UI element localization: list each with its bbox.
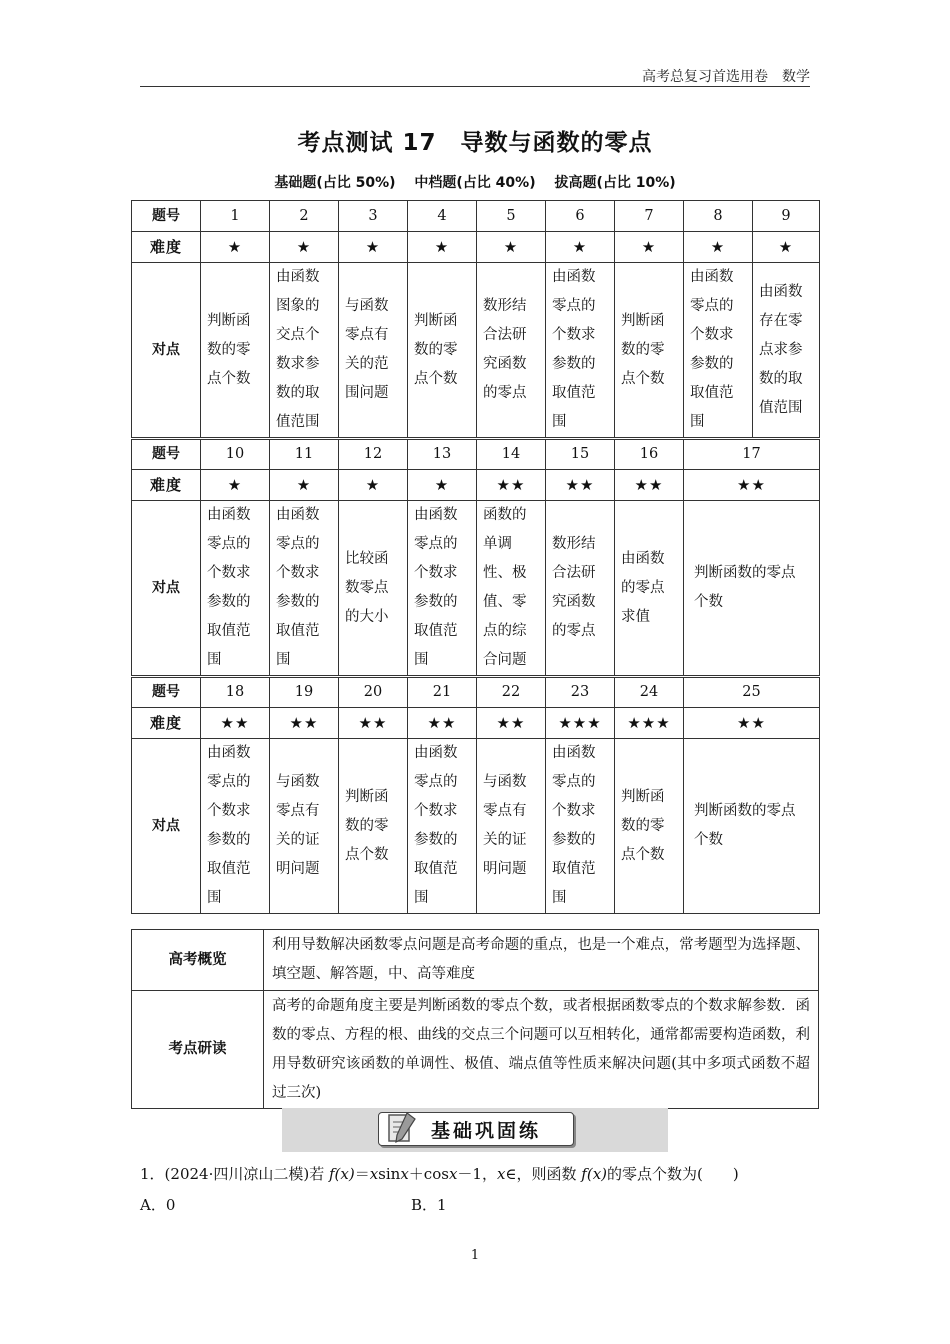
q-number: 5 (477, 201, 546, 232)
q-number: 13 (408, 439, 477, 470)
difficulty-ratio-line (0, 172, 950, 192)
star-rating: ★ (408, 470, 477, 501)
star-rating: ★★ (615, 470, 684, 501)
star-rating: ★★ (477, 708, 546, 739)
label-topic: 对点 (132, 501, 201, 677)
star-rating: ★ (270, 232, 339, 263)
q1-in: ∈，则函数 (505, 1165, 582, 1183)
q1-suffix: 的零点个数为( ) (607, 1165, 739, 1183)
topic-cell: 与函数零点有关的证明问题 (477, 739, 546, 914)
q-number: 23 (546, 677, 615, 708)
q1-cos: ＋cos (408, 1165, 449, 1183)
medium-ratio: 中档题(占比 40%) (414, 175, 536, 191)
label-difficulty: 难度 (132, 708, 201, 739)
label-number: 题号 (132, 677, 201, 708)
q-number: 8 (684, 201, 753, 232)
star-rating: ★★ (270, 708, 339, 739)
q1-sin: sin (378, 1165, 401, 1183)
star-rating: ★ (270, 470, 339, 501)
table-row-difficulty-1 (132, 232, 820, 263)
q-number: 21 (408, 677, 477, 708)
page-title: 考点测试 17 导数与函数的零点 (297, 130, 653, 156)
banner-box (378, 1112, 574, 1146)
star-rating: ★ (201, 232, 270, 263)
study-text: 高考的命题角度主要是判断函数的零点个数，或者根据函数零点的个数求解参数．函数的零点、方程的根、曲线的交点三个问题可以互相转化，通常都需要构造函数，利用导数研究该函数的单调性、极值、端点值等性质来解决问题(其中多项式函数不超过三次) (264, 991, 819, 1109)
q1-x: x (448, 1165, 458, 1183)
q1-prefix: 1．(2024·四川凉山二模)若 (140, 1165, 329, 1183)
topic-cell: 判断函数的零点个数 (615, 739, 684, 914)
star-rating: ★ (201, 470, 270, 501)
star-rating: ★★ (408, 708, 477, 739)
topic-cell: 由函数零点的个数求参数的取值范围 (684, 263, 753, 439)
q1-fx: f(x) (328, 1165, 355, 1183)
pencil-icon (385, 1109, 421, 1149)
topic-cell: 比较函数零点的大小 (339, 501, 408, 677)
header-rule (140, 86, 810, 87)
star-rating: ★ (546, 232, 615, 263)
topic-cell: 由函数存在零点求参数的取值范围 (753, 263, 820, 439)
q-number: 1 (201, 201, 270, 232)
star-rating: ★ (339, 470, 408, 501)
label-number: 题号 (132, 439, 201, 470)
advanced-ratio: 拔高题(占比 10%) (554, 175, 676, 191)
topic-cell: 由函数零点的个数求参数的取值范围 (270, 501, 339, 677)
q-number: 17 (684, 439, 820, 470)
topic-cell: 判断函数的零点个数 (201, 263, 270, 439)
option-a: A．0 (140, 1196, 176, 1214)
q-number: 12 (339, 439, 408, 470)
study-label: 考点研读 (132, 991, 264, 1109)
topic-cell: 判断函数的零点个数 (684, 739, 820, 914)
topic-cell: 由函数零点的个数求参数的取值范围 (546, 263, 615, 439)
basic-ratio: 基础题(占比 50%) (274, 175, 396, 191)
q1-minus: －1， (457, 1165, 497, 1183)
topic-cell: 由函数零点的个数求参数的取值范围 (201, 501, 270, 677)
topic-cell: 由函数图象的交点个数求参数的取值范围 (270, 263, 339, 439)
topic-cell: 判断函数的零点个数 (615, 263, 684, 439)
topic-cell: 与函数零点有关的范围问题 (339, 263, 408, 439)
table-row-difficulty-3 (132, 708, 820, 739)
star-rating: ★ (615, 232, 684, 263)
q-number: 20 (339, 677, 408, 708)
q-number: 24 (615, 677, 684, 708)
star-rating: ★ (684, 232, 753, 263)
topic-cell: 由函数零点的个数求参数的取值范围 (408, 739, 477, 914)
table-row-number-3 (132, 677, 820, 708)
q1-x: x (496, 1165, 506, 1183)
table-row-topic-2 (132, 501, 820, 677)
topic-cell: 判断函数的零点个数 (408, 263, 477, 439)
star-rating: ★★ (201, 708, 270, 739)
topic-cell: 判断函数的零点个数 (339, 739, 408, 914)
star-rating: ★ (477, 232, 546, 263)
difficulty-table (131, 200, 820, 914)
star-rating: ★ (339, 232, 408, 263)
table-row-difficulty-2 (132, 470, 820, 501)
star-rating: ★★★ (615, 708, 684, 739)
label-topic: 对点 (132, 739, 201, 914)
q-number: 2 (270, 201, 339, 232)
q-number: 4 (408, 201, 477, 232)
q-number: 18 (201, 677, 270, 708)
question-1 (140, 1163, 739, 1184)
q-number: 25 (684, 677, 820, 708)
q-number: 7 (615, 201, 684, 232)
topic-cell: 由函数的零点求值 (615, 501, 684, 677)
q1-x: x (400, 1165, 409, 1183)
table-row-number-2 (132, 439, 820, 470)
label-number: 题号 (132, 201, 201, 232)
page-number: 1 (470, 1248, 480, 1263)
table-row-number-1 (132, 201, 820, 232)
q-number: 6 (546, 201, 615, 232)
star-rating: ★★ (546, 470, 615, 501)
overview-text: 利用导数解决函数零点问题是高考命题的重点，也是一个难点，常考题型为选择题、填空题、解答题，中、高等难度 (264, 930, 819, 991)
label-difficulty: 难度 (132, 470, 201, 501)
table-row-topic-3 (132, 739, 820, 914)
label-difficulty: 难度 (132, 232, 201, 263)
star-rating: ★★ (477, 470, 546, 501)
running-header: 高考总复习首选用卷 数学 (642, 69, 810, 85)
topic-cell: 由函数零点的个数求参数的取值范围 (408, 501, 477, 677)
banner-title: 基础巩固练 (431, 1120, 542, 1142)
overview-row (132, 930, 819, 991)
q-number: 9 (753, 201, 820, 232)
overview-label: 高考概览 (132, 930, 264, 991)
option-b: B．1 (411, 1196, 447, 1214)
q-number: 14 (477, 439, 546, 470)
topic-cell: 与函数零点有关的证明问题 (270, 739, 339, 914)
q-number: 22 (477, 677, 546, 708)
q-number: 15 (546, 439, 615, 470)
star-rating: ★ (753, 232, 820, 263)
q-number: 16 (615, 439, 684, 470)
q-number: 19 (270, 677, 339, 708)
study-row (132, 991, 819, 1109)
label-topic: 对点 (132, 263, 201, 439)
table-row-topic-1 (132, 263, 820, 439)
q1-eq: ＝ (354, 1165, 370, 1183)
q-number: 10 (201, 439, 270, 470)
q1-fx: f(x) (581, 1165, 608, 1183)
exam-info-table (131, 929, 819, 1109)
topic-cell: 数形结合法研究函数的零点 (477, 263, 546, 439)
q1-x: x (369, 1165, 379, 1183)
star-rating: ★★ (339, 708, 408, 739)
topic-cell: 由函数零点的个数求参数的取值范围 (546, 739, 615, 914)
star-rating: ★★ (684, 708, 820, 739)
section-banner (282, 1108, 668, 1152)
topic-cell: 由函数零点的个数求参数的取值范围 (201, 739, 270, 914)
star-rating: ★★ (684, 470, 820, 501)
star-rating: ★★★ (546, 708, 615, 739)
topic-cell: 函数的单调性、极值、零点的综合问题 (477, 501, 546, 677)
topic-cell: 判断函数的零点个数 (684, 501, 820, 677)
topic-cell: 数形结合法研究函数的零点 (546, 501, 615, 677)
q-number: 11 (270, 439, 339, 470)
q-number: 3 (339, 201, 408, 232)
star-rating: ★ (408, 232, 477, 263)
